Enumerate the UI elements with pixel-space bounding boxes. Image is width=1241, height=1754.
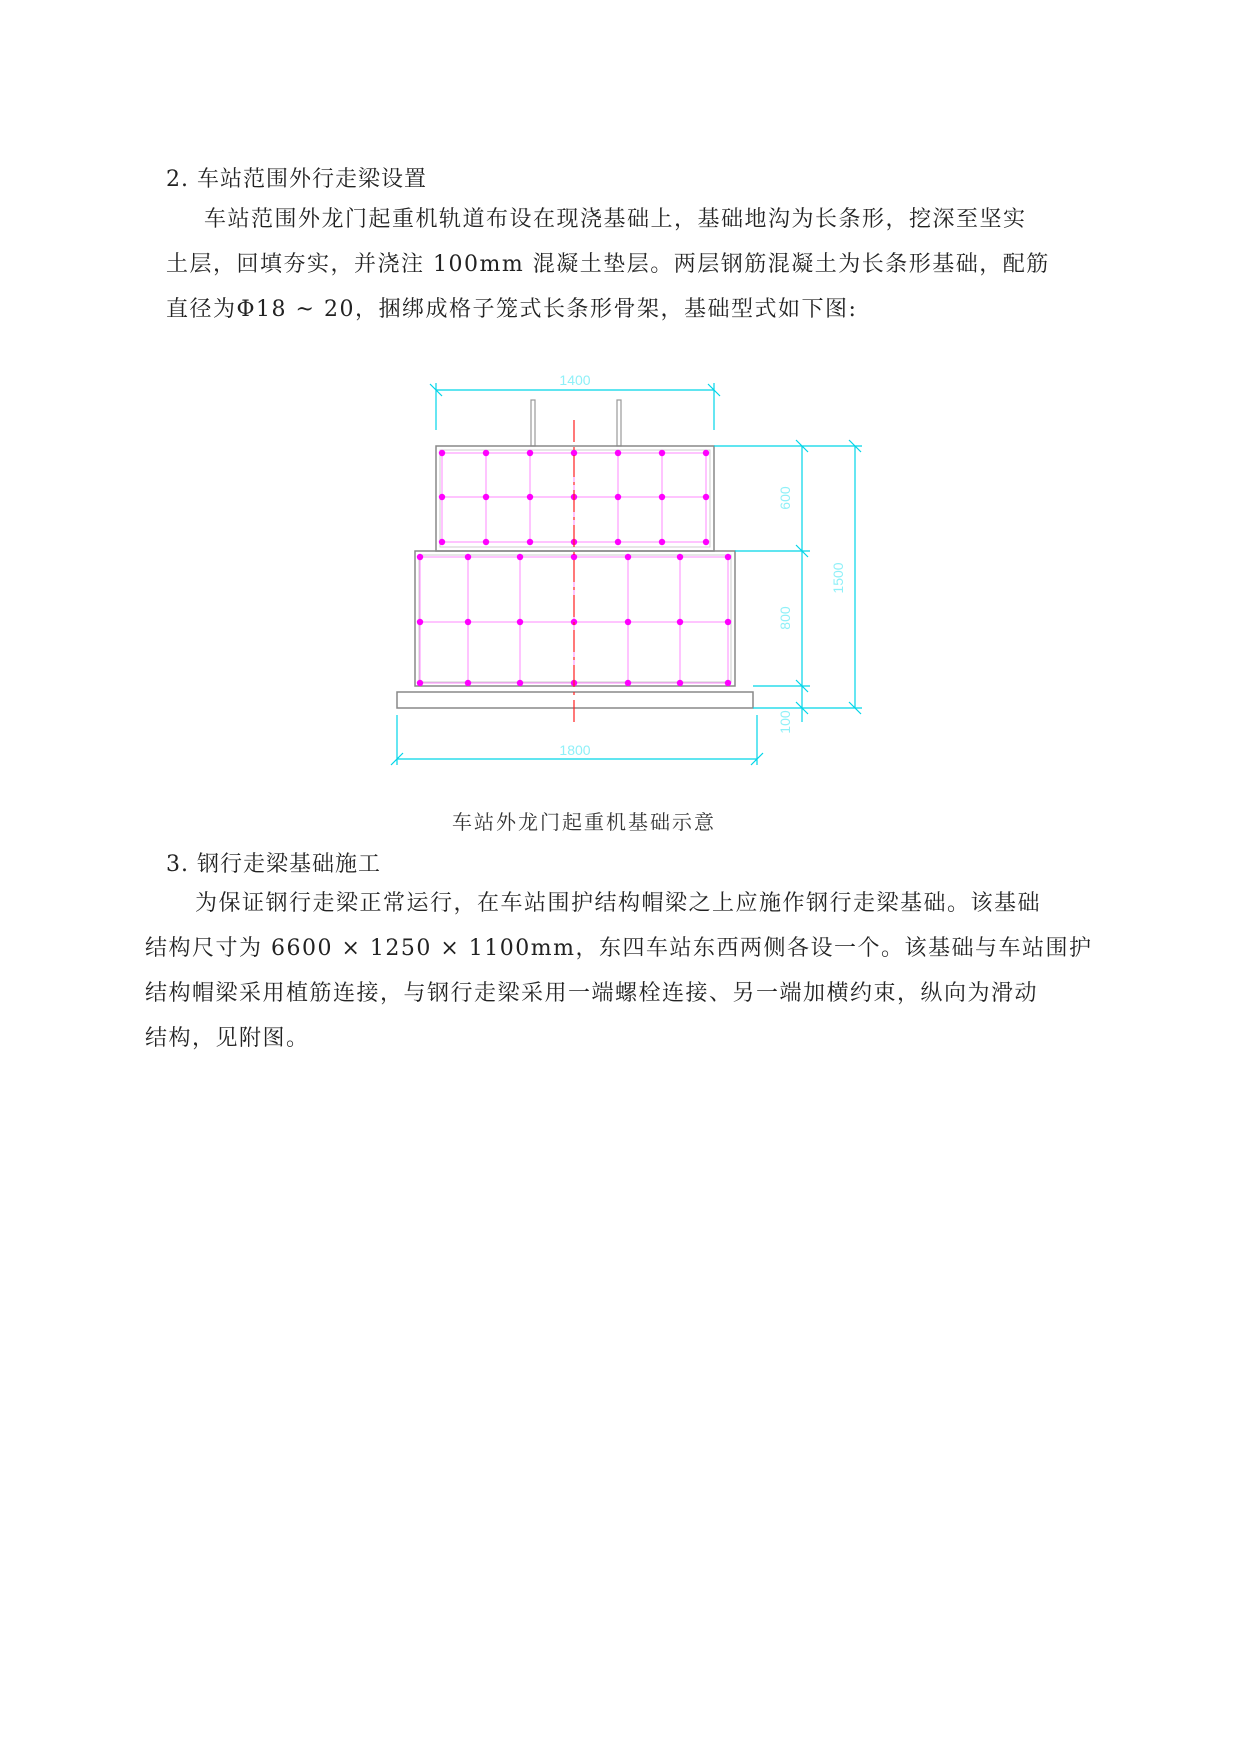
rebar-dot <box>725 619 731 625</box>
rebar-dot <box>439 450 445 456</box>
rebar-dot <box>417 680 423 686</box>
rebar-dot <box>517 554 523 560</box>
paragraph-line: 土层，回填夯实，并浇注 100mm 混凝土垫层。两层钢筋混凝土为长条形基础，配筋 <box>166 252 1050 277</box>
lower-block <box>415 551 735 686</box>
pad-height-label: 100 <box>777 710 793 734</box>
foundation-diagram <box>0 0 1241 800</box>
rebar-dot <box>417 619 423 625</box>
rebar-dot <box>439 539 445 545</box>
rebar-dot <box>677 619 683 625</box>
top-width-label: 1400 <box>559 372 591 388</box>
lower-height-label: 800 <box>777 606 793 630</box>
rebar-dot <box>725 554 731 560</box>
rebar-dot <box>465 619 471 625</box>
rebar-dot <box>703 539 709 545</box>
rebar-dot <box>483 450 489 456</box>
rebar-dot <box>677 680 683 686</box>
rebar-dot <box>677 554 683 560</box>
rebar-dot <box>483 494 489 500</box>
rail-posts <box>531 400 621 446</box>
rebar-dot <box>625 554 631 560</box>
rebar-dot <box>615 539 621 545</box>
total-height-label: 1500 <box>830 562 846 594</box>
paragraph-line: 车站范围外龙门起重机轨道布设在现浇基础上，基础地沟为长条形，挖深至坚实 <box>204 207 1027 232</box>
rebar-dot <box>725 680 731 686</box>
rebar-dot <box>625 680 631 686</box>
rebar-dot <box>659 450 665 456</box>
rebar-dot <box>703 450 709 456</box>
top-width-dimension <box>430 383 720 430</box>
rebar-dot <box>615 450 621 456</box>
paragraph-line: 结构，见附图。 <box>145 1026 310 1051</box>
rebar-dot <box>659 539 665 545</box>
rebar-dot <box>517 619 523 625</box>
rebar-dot <box>439 494 445 500</box>
concrete-pad <box>397 692 753 708</box>
rebar-dot <box>527 539 533 545</box>
rebar-dot <box>483 539 489 545</box>
figure-caption: 车站外龙门起重机基础示意 <box>452 810 716 834</box>
rebar-dot <box>615 494 621 500</box>
bottom-width-label: 1800 <box>559 742 591 758</box>
rebar-dot <box>625 619 631 625</box>
rebar-dot <box>417 554 423 560</box>
rebar-dot <box>527 494 533 500</box>
rebar-dot <box>703 494 709 500</box>
section-3-heading: 3. 钢行走梁基础施工 <box>166 852 381 877</box>
paragraph-line: 结构帽梁采用植筋连接，与钢行走梁采用一端螺栓连接、另一端加横约束，纵向为滑动 <box>145 981 1039 1006</box>
section-2-heading: 2. 车站范围外行走梁设置 <box>166 167 427 192</box>
section-3-paragraph <box>145 881 1095 1061</box>
rebar-dot <box>465 680 471 686</box>
paragraph-line: 直径为Φ18 ~ 20，捆绑成格子笼式长条形骨架，基础型式如下图: <box>166 297 858 322</box>
lower-block-inner <box>419 555 731 682</box>
rebar-dot <box>659 494 665 500</box>
rebar-dot <box>517 680 523 686</box>
rebar-dot <box>527 450 533 456</box>
paragraph-line: 结构尺寸为 6600 × 1250 × 1100mm，东四车站东西两侧各设一个。该基础与车站围护 <box>145 936 1093 961</box>
paragraph-line: 为保证钢行走梁正常运行，在车站围护结构帽梁之上应施作钢行走梁基础。该基础 <box>195 891 1042 916</box>
upper-height-label: 600 <box>777 486 793 510</box>
rebar-dot <box>465 554 471 560</box>
